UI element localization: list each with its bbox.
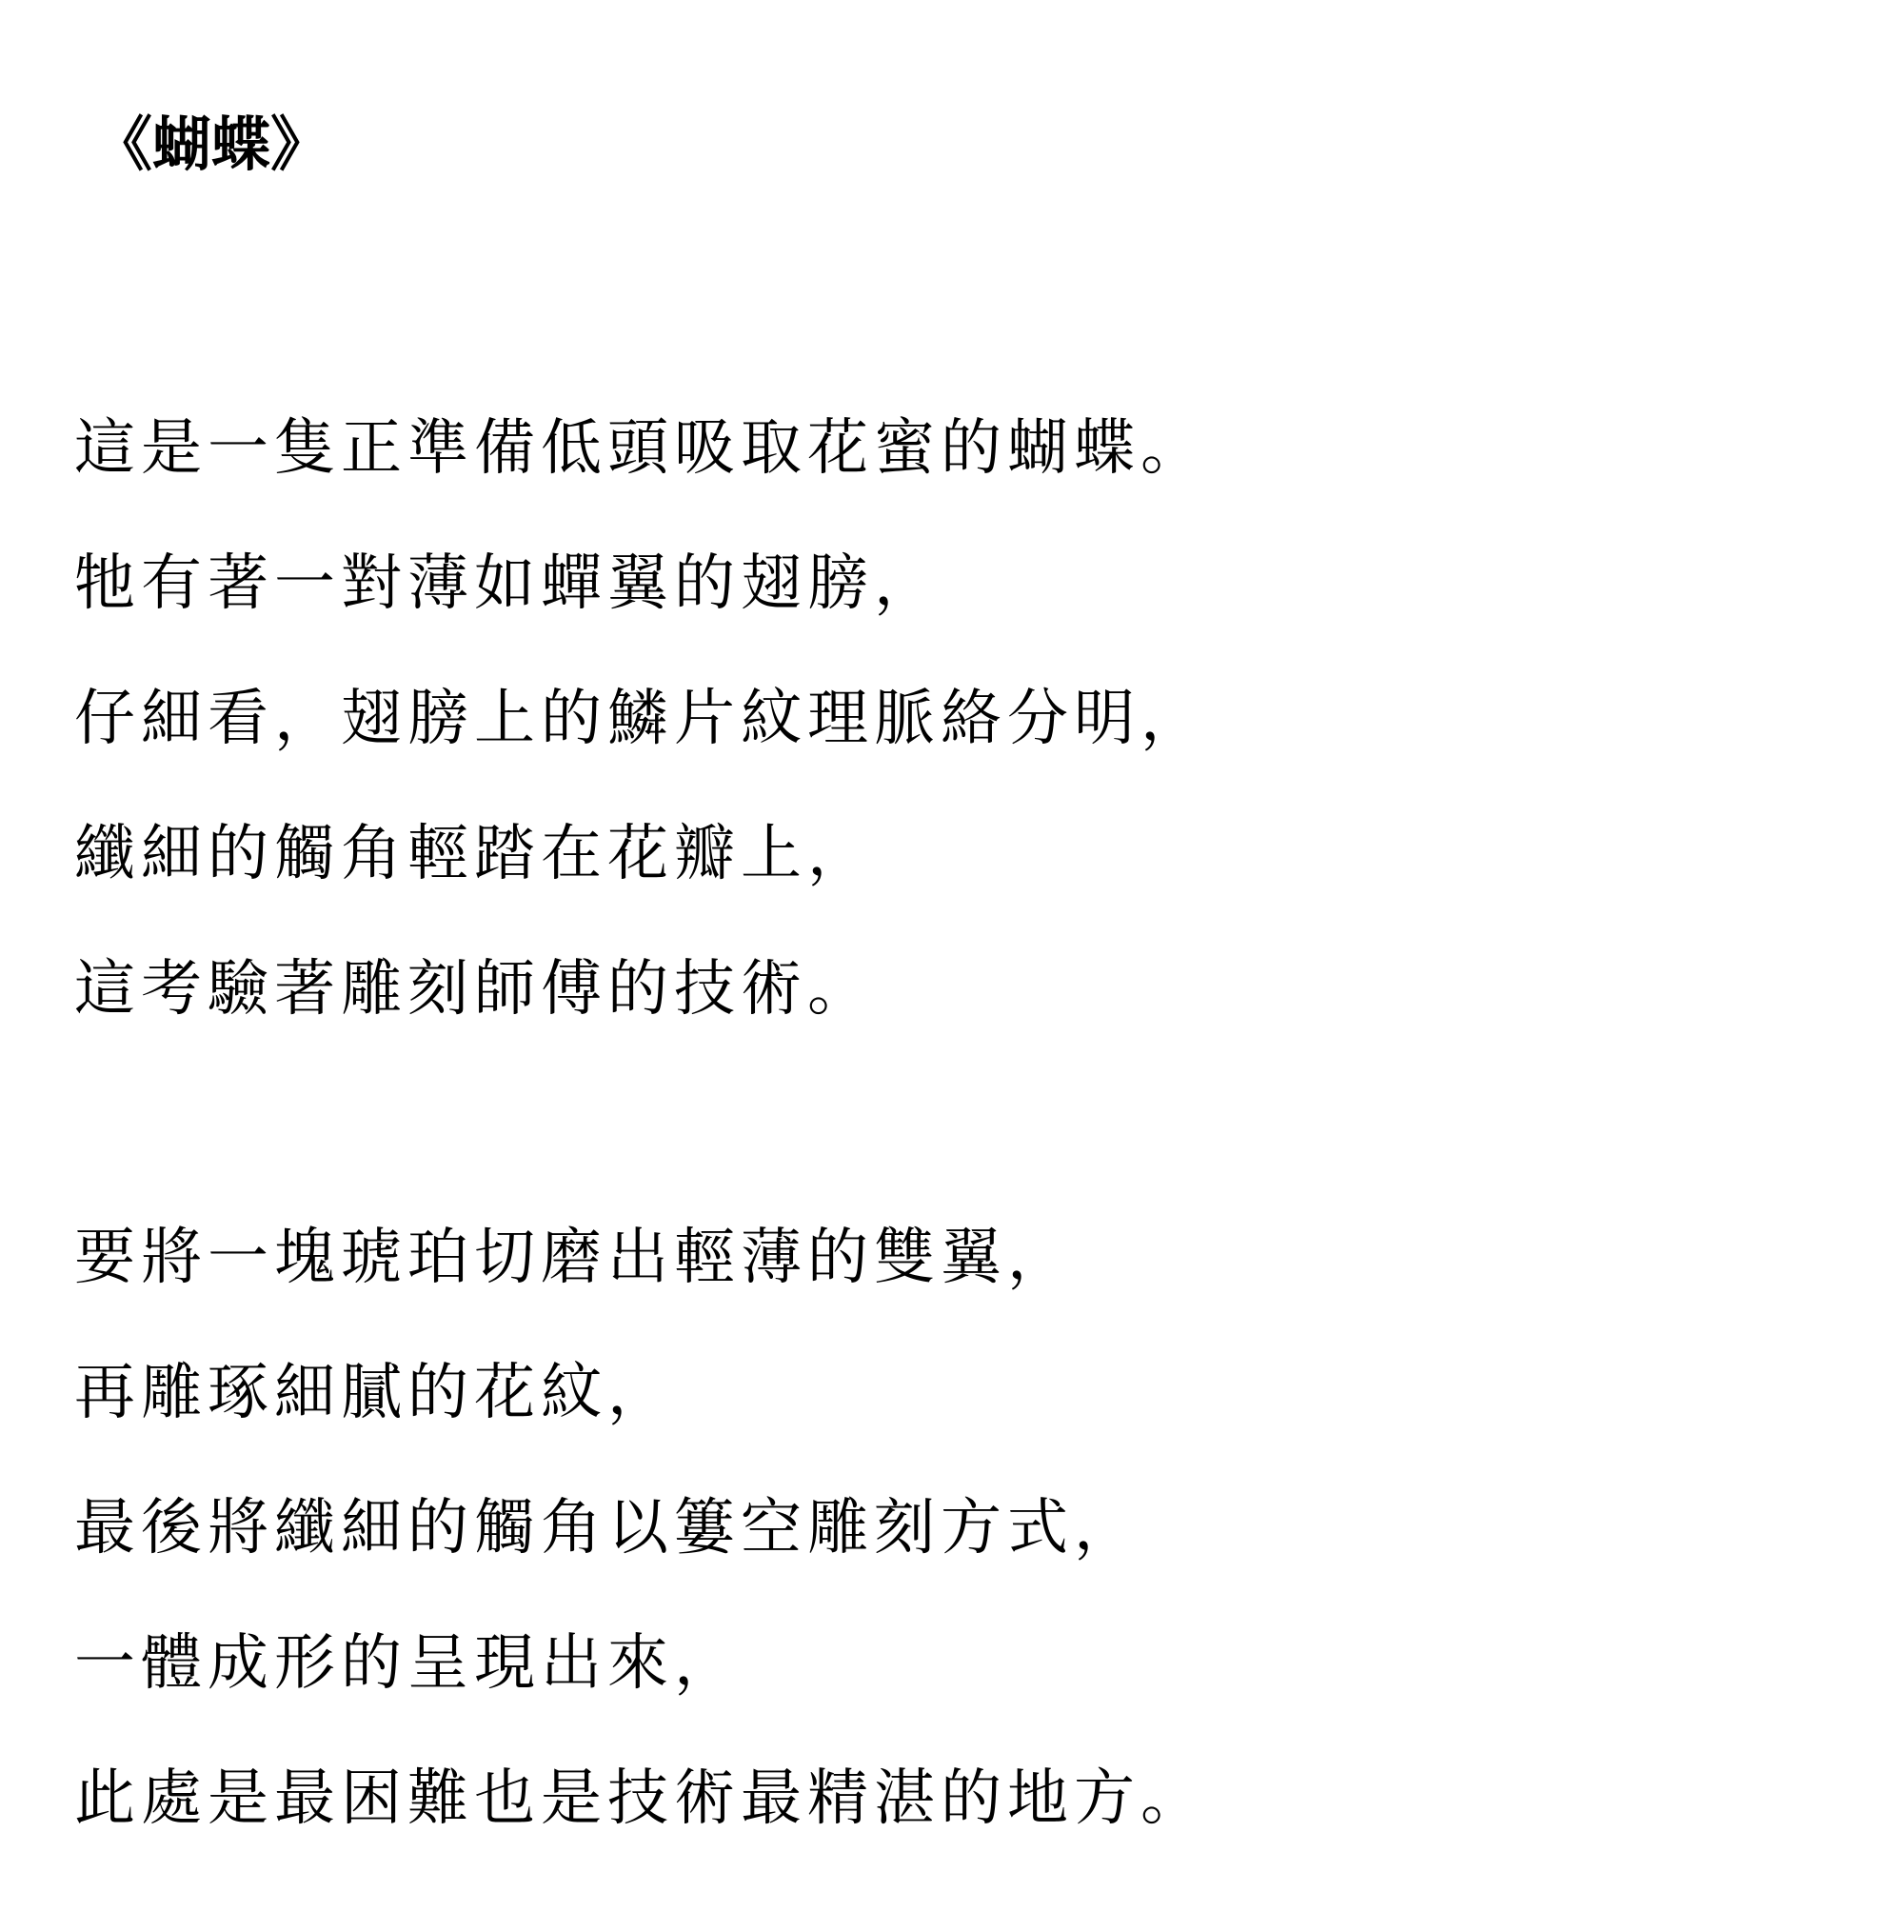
document-title: 《蝴蝶》 — [93, 110, 330, 179]
stanza-2-line-1: 要將一塊琥珀切磨出輕薄的雙翼， — [74, 1223, 1074, 1293]
stanza-2-line-5: 此處是最困難也是技術最精湛的地方。 — [74, 1763, 1207, 1834]
stanza-1-line-1: 這是一隻正準備低頭吸取花蜜的蝴蝶。 — [74, 413, 1207, 484]
stanza-1 — [74, 381, 1883, 1057]
stanza-2-line-2: 再雕琢細膩的花紋， — [74, 1358, 674, 1428]
stanza-2 — [74, 1190, 1883, 1866]
stanza-2-line-4: 一體成形的呈現出來， — [74, 1628, 741, 1699]
stanza-2-line-3: 最後將纖細的觸角以簍空雕刻方式， — [74, 1493, 1140, 1564]
stanza-1-line-5: 這考驗著雕刻師傅的技術。 — [74, 954, 874, 1025]
stanza-1-line-2: 牠有著一對薄如蟬翼的翅膀， — [74, 548, 941, 619]
stanza-1-line-4: 纖細的觸角輕踏在花瓣上， — [74, 819, 874, 889]
stanza-1-line-3: 仔細看，翅膀上的鱗片紋理脈絡分明， — [74, 684, 1207, 754]
